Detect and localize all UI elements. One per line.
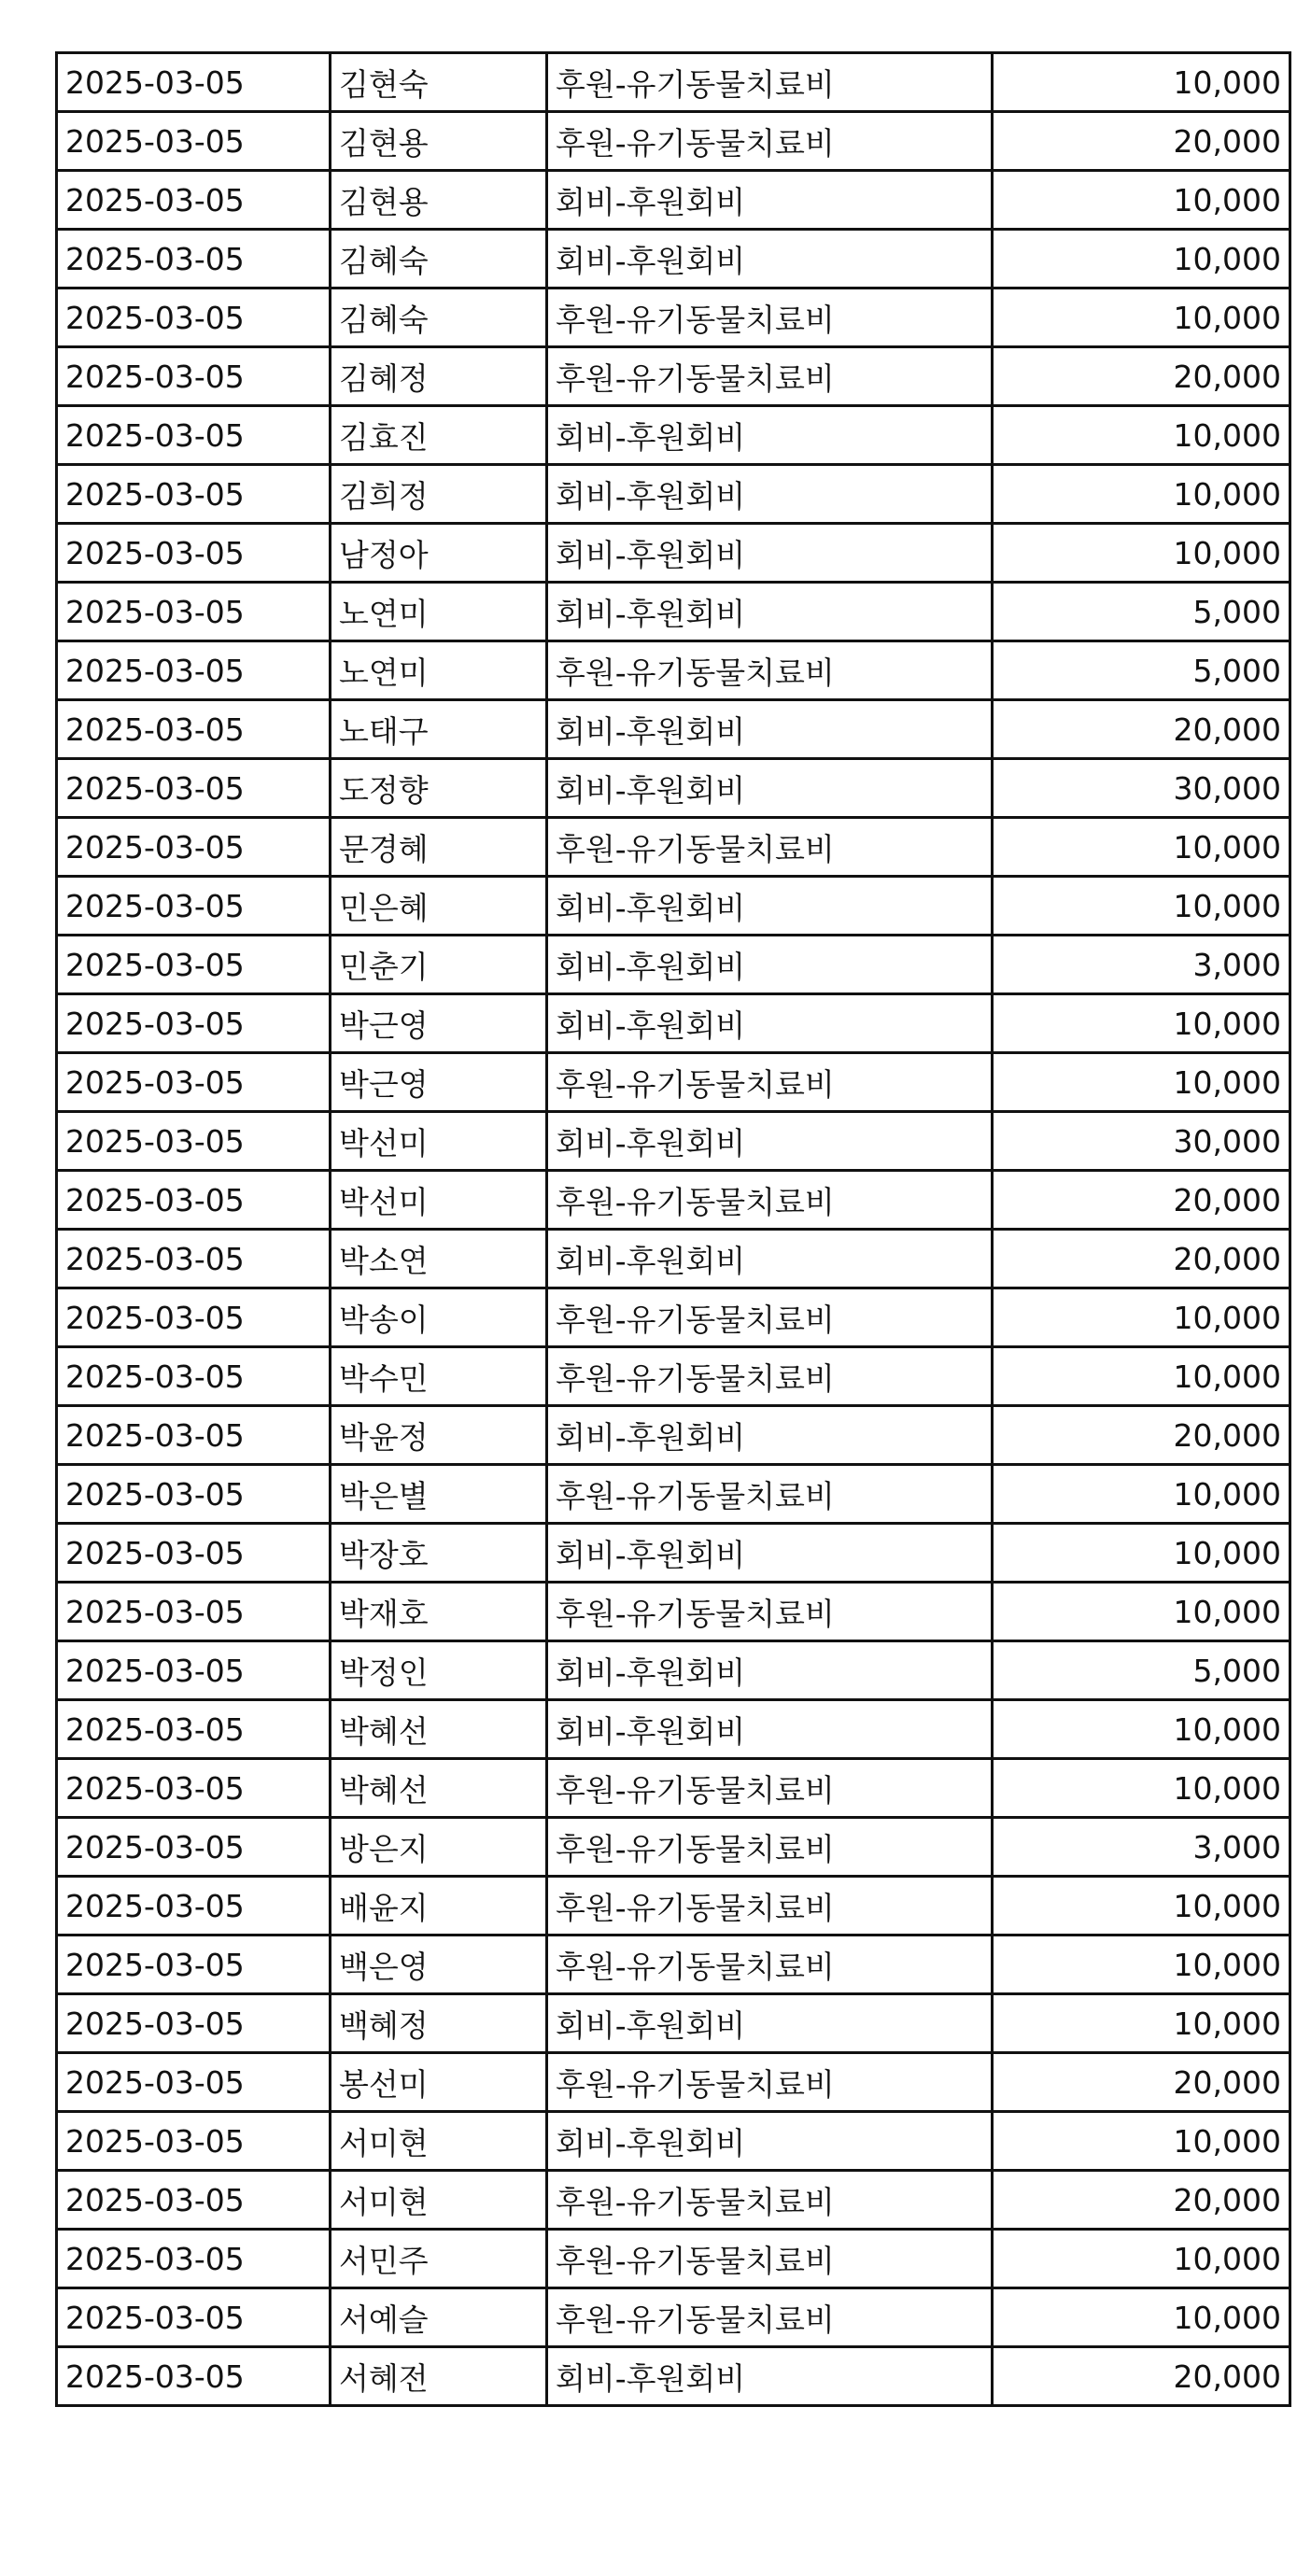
date-cell: 2025-03-05	[57, 347, 331, 406]
name-cell: 박혜선	[331, 1700, 547, 1759]
table-row	[57, 641, 1290, 700]
name-cell: 박근영	[331, 994, 547, 1053]
table-row	[57, 700, 1290, 759]
date-cell: 2025-03-05	[57, 1759, 331, 1818]
category-cell: 후원-유기동물치료비	[547, 1583, 993, 1641]
name-cell: 백은영	[331, 1936, 547, 1994]
date-cell: 2025-03-05	[57, 759, 331, 818]
amount-cell: 10,000	[993, 1465, 1290, 1524]
table-row	[57, 1583, 1290, 1641]
name-cell: 노태구	[331, 700, 547, 759]
amount-cell: 10,000	[993, 1759, 1290, 1818]
category-cell: 후원-유기동물치료비	[547, 1171, 993, 1230]
amount-cell: 10,000	[993, 2112, 1290, 2171]
table-row	[57, 171, 1290, 230]
name-cell: 노연미	[331, 641, 547, 700]
name-cell: 김혜숙	[331, 230, 547, 289]
table-row	[57, 2347, 1290, 2406]
name-cell: 김현용	[331, 171, 547, 230]
table-row	[57, 1759, 1290, 1818]
table-row	[57, 1877, 1290, 1936]
table-row	[57, 524, 1290, 583]
table-row	[57, 759, 1290, 818]
amount-cell: 10,000	[993, 877, 1290, 936]
table-row	[57, 994, 1290, 1053]
date-cell: 2025-03-05	[57, 2230, 331, 2288]
category-cell: 회비-후원회비	[547, 936, 993, 994]
date-cell: 2025-03-05	[57, 289, 331, 347]
name-cell: 박송이	[331, 1288, 547, 1347]
name-cell: 서미현	[331, 2171, 547, 2230]
amount-cell: 5,000	[993, 641, 1290, 700]
date-cell: 2025-03-05	[57, 1053, 331, 1112]
amount-cell: 10,000	[993, 2288, 1290, 2347]
category-cell: 회비-후원회비	[547, 465, 993, 524]
category-cell: 회비-후원회비	[547, 524, 993, 583]
amount-cell: 5,000	[993, 583, 1290, 641]
table-row	[57, 1288, 1290, 1347]
category-cell: 후원-유기동물치료비	[547, 2230, 993, 2288]
date-cell: 2025-03-05	[57, 1465, 331, 1524]
amount-cell: 10,000	[993, 1936, 1290, 1994]
amount-cell: 10,000	[993, 818, 1290, 877]
category-cell: 회비-후원회비	[547, 171, 993, 230]
table-row	[57, 1700, 1290, 1759]
amount-cell: 30,000	[993, 759, 1290, 818]
table-row	[57, 465, 1290, 524]
name-cell: 박혜선	[331, 1759, 547, 1818]
amount-cell: 10,000	[993, 289, 1290, 347]
amount-cell: 30,000	[993, 1112, 1290, 1171]
name-cell: 김희정	[331, 465, 547, 524]
category-cell: 회비-후원회비	[547, 2347, 993, 2406]
table-row	[57, 347, 1290, 406]
category-cell: 후원-유기동물치료비	[547, 1465, 993, 1524]
date-cell: 2025-03-05	[57, 53, 331, 112]
category-cell: 후원-유기동물치료비	[547, 53, 993, 112]
date-cell: 2025-03-05	[57, 583, 331, 641]
category-cell: 회비-후원회비	[547, 2112, 993, 2171]
category-cell: 회비-후원회비	[547, 1230, 993, 1288]
amount-cell: 10,000	[993, 1994, 1290, 2053]
category-cell: 후원-유기동물치료비	[547, 1877, 993, 1936]
category-cell: 회비-후원회비	[547, 1994, 993, 2053]
category-cell: 후원-유기동물치료비	[547, 818, 993, 877]
table-row	[57, 1112, 1290, 1171]
amount-cell: 10,000	[993, 1524, 1290, 1583]
amount-cell: 20,000	[993, 2053, 1290, 2112]
name-cell: 서미현	[331, 2112, 547, 2171]
category-cell: 후원-유기동물치료비	[547, 2053, 993, 2112]
date-cell: 2025-03-05	[57, 1700, 331, 1759]
category-cell: 후원-유기동물치료비	[547, 1936, 993, 1994]
table-row	[57, 112, 1290, 171]
category-cell: 회비-후원회비	[547, 1406, 993, 1465]
amount-cell: 20,000	[993, 112, 1290, 171]
date-cell: 2025-03-05	[57, 641, 331, 700]
date-cell: 2025-03-05	[57, 936, 331, 994]
amount-cell: 10,000	[993, 524, 1290, 583]
table-row	[57, 1230, 1290, 1288]
table-row	[57, 1171, 1290, 1230]
category-cell: 후원-유기동물치료비	[547, 2171, 993, 2230]
amount-cell: 10,000	[993, 1700, 1290, 1759]
date-cell: 2025-03-05	[57, 1288, 331, 1347]
table-row	[57, 53, 1290, 112]
date-cell: 2025-03-05	[57, 1230, 331, 1288]
category-cell: 후원-유기동물치료비	[547, 112, 993, 171]
amount-cell: 3,000	[993, 1818, 1290, 1877]
amount-cell: 10,000	[993, 171, 1290, 230]
date-cell: 2025-03-05	[57, 2112, 331, 2171]
donation-ledger-sheet	[55, 51, 1291, 2407]
name-cell: 박선미	[331, 1112, 547, 1171]
date-cell: 2025-03-05	[57, 2288, 331, 2347]
amount-cell: 10,000	[993, 465, 1290, 524]
category-cell: 회비-후원회비	[547, 406, 993, 465]
amount-cell: 20,000	[993, 1171, 1290, 1230]
date-cell: 2025-03-05	[57, 171, 331, 230]
category-cell: 후원-유기동물치료비	[547, 2288, 993, 2347]
amount-cell: 10,000	[993, 230, 1290, 289]
amount-cell: 20,000	[993, 2347, 1290, 2406]
name-cell: 김현숙	[331, 53, 547, 112]
table-row	[57, 583, 1290, 641]
date-cell: 2025-03-05	[57, 700, 331, 759]
table-row	[57, 2288, 1290, 2347]
category-cell: 회비-후원회비	[547, 583, 993, 641]
table-row	[57, 1406, 1290, 1465]
date-cell: 2025-03-05	[57, 1347, 331, 1406]
name-cell: 박소연	[331, 1230, 547, 1288]
name-cell: 박정인	[331, 1641, 547, 1700]
name-cell: 봉선미	[331, 2053, 547, 2112]
amount-cell: 10,000	[993, 1053, 1290, 1112]
table-row	[57, 2171, 1290, 2230]
name-cell: 박수민	[331, 1347, 547, 1406]
category-cell: 회비-후원회비	[547, 1700, 993, 1759]
amount-cell: 20,000	[993, 1406, 1290, 1465]
amount-cell: 10,000	[993, 1288, 1290, 1347]
date-cell: 2025-03-05	[57, 1406, 331, 1465]
name-cell: 민은혜	[331, 877, 547, 936]
date-cell: 2025-03-05	[57, 818, 331, 877]
table-row	[57, 1465, 1290, 1524]
table-row	[57, 2230, 1290, 2288]
table-row	[57, 1641, 1290, 1700]
category-cell: 회비-후원회비	[547, 700, 993, 759]
name-cell: 민춘기	[331, 936, 547, 994]
table-row	[57, 936, 1290, 994]
amount-cell: 20,000	[993, 347, 1290, 406]
name-cell: 남정아	[331, 524, 547, 583]
amount-cell: 10,000	[993, 1583, 1290, 1641]
amount-cell: 10,000	[993, 53, 1290, 112]
date-cell: 2025-03-05	[57, 1171, 331, 1230]
category-cell: 회비-후원회비	[547, 1524, 993, 1583]
amount-cell: 10,000	[993, 1877, 1290, 1936]
name-cell: 서예슬	[331, 2288, 547, 2347]
category-cell: 후원-유기동물치료비	[547, 1347, 993, 1406]
name-cell: 박근영	[331, 1053, 547, 1112]
table-row	[57, 2112, 1290, 2171]
table-row	[57, 877, 1290, 936]
name-cell: 서혜전	[331, 2347, 547, 2406]
name-cell: 문경혜	[331, 818, 547, 877]
name-cell: 박윤정	[331, 1406, 547, 1465]
date-cell: 2025-03-05	[57, 1936, 331, 1994]
category-cell: 후원-유기동물치료비	[547, 289, 993, 347]
date-cell: 2025-03-05	[57, 2347, 331, 2406]
date-cell: 2025-03-05	[57, 2171, 331, 2230]
table-row	[57, 1818, 1290, 1877]
ledger-body	[57, 53, 1290, 2406]
category-cell: 후원-유기동물치료비	[547, 1288, 993, 1347]
date-cell: 2025-03-05	[57, 1994, 331, 2053]
amount-cell: 20,000	[993, 1230, 1290, 1288]
table-row	[57, 1994, 1290, 2053]
category-cell: 회비-후원회비	[547, 230, 993, 289]
amount-cell: 3,000	[993, 936, 1290, 994]
date-cell: 2025-03-05	[57, 1877, 331, 1936]
name-cell: 박장호	[331, 1524, 547, 1583]
name-cell: 김현용	[331, 112, 547, 171]
date-cell: 2025-03-05	[57, 1112, 331, 1171]
date-cell: 2025-03-05	[57, 1583, 331, 1641]
date-cell: 2025-03-05	[57, 877, 331, 936]
table-row	[57, 230, 1290, 289]
amount-cell: 10,000	[993, 1347, 1290, 1406]
date-cell: 2025-03-05	[57, 112, 331, 171]
amount-cell: 5,000	[993, 1641, 1290, 1700]
name-cell: 방은지	[331, 1818, 547, 1877]
name-cell: 백혜정	[331, 1994, 547, 2053]
table-row	[57, 1347, 1290, 1406]
donation-ledger-table	[55, 51, 1291, 2407]
table-row	[57, 406, 1290, 465]
name-cell: 김혜숙	[331, 289, 547, 347]
category-cell: 회비-후원회비	[547, 877, 993, 936]
category-cell: 회비-후원회비	[547, 1641, 993, 1700]
amount-cell: 10,000	[993, 2230, 1290, 2288]
amount-cell: 20,000	[993, 700, 1290, 759]
amount-cell: 10,000	[993, 406, 1290, 465]
category-cell: 후원-유기동물치료비	[547, 641, 993, 700]
name-cell: 김혜정	[331, 347, 547, 406]
table-row	[57, 1524, 1290, 1583]
table-row	[57, 1053, 1290, 1112]
category-cell: 회비-후원회비	[547, 1112, 993, 1171]
date-cell: 2025-03-05	[57, 1641, 331, 1700]
category-cell: 후원-유기동물치료비	[547, 347, 993, 406]
date-cell: 2025-03-05	[57, 994, 331, 1053]
category-cell: 후원-유기동물치료비	[547, 1818, 993, 1877]
table-row	[57, 1936, 1290, 1994]
table-row	[57, 289, 1290, 347]
name-cell: 서민주	[331, 2230, 547, 2288]
amount-cell: 10,000	[993, 994, 1290, 1053]
date-cell: 2025-03-05	[57, 230, 331, 289]
date-cell: 2025-03-05	[57, 2053, 331, 2112]
name-cell: 박은별	[331, 1465, 547, 1524]
table-row	[57, 2053, 1290, 2112]
amount-cell: 20,000	[993, 2171, 1290, 2230]
name-cell: 박재호	[331, 1583, 547, 1641]
category-cell: 회비-후원회비	[547, 994, 993, 1053]
category-cell: 후원-유기동물치료비	[547, 1759, 993, 1818]
table-row	[57, 818, 1290, 877]
name-cell: 배윤지	[331, 1877, 547, 1936]
name-cell: 노연미	[331, 583, 547, 641]
name-cell: 박선미	[331, 1171, 547, 1230]
date-cell: 2025-03-05	[57, 465, 331, 524]
name-cell: 도정향	[331, 759, 547, 818]
date-cell: 2025-03-05	[57, 524, 331, 583]
category-cell: 후원-유기동물치료비	[547, 1053, 993, 1112]
name-cell: 김효진	[331, 406, 547, 465]
date-cell: 2025-03-05	[57, 1524, 331, 1583]
category-cell: 회비-후원회비	[547, 759, 993, 818]
date-cell: 2025-03-05	[57, 1818, 331, 1877]
date-cell: 2025-03-05	[57, 406, 331, 465]
